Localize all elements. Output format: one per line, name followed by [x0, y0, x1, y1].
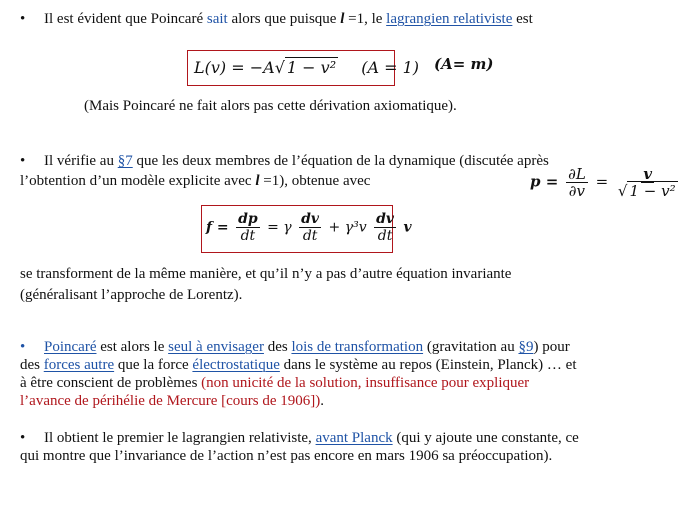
- paragraph-4-line-2: qui montre que l’invariance de l’action n’est pas encore en mars 1906 sa préoccupation).: [20, 448, 553, 464]
- equation-lagrangian: L(v) = −A√ 1 − v² (A = 1): [194, 58, 419, 77]
- highlight-poincare: Poincaré: [44, 339, 97, 355]
- paragraph-2-line-3: se transforment de la même manière, et qu’il n’y a pas d’autre équation invariante: [20, 266, 512, 282]
- paragraph-1-note: (Mais Poincaré ne fait alors pas cette dérivation axiomatique).: [84, 98, 457, 114]
- paragraph-1-line-1: [44, 10, 533, 28]
- eq-condition: (A = 1): [361, 58, 419, 77]
- text: Il vérifie au: [44, 153, 118, 169]
- highlight-forces: forces autre: [43, 357, 115, 373]
- highlight-electrostatique: électrostatique: [192, 357, 280, 373]
- text: est alors le: [96, 339, 169, 355]
- text: dans le système au repos (Einstein, Planck) … et: [279, 357, 577, 373]
- eq-f-d3: dt: [377, 228, 393, 244]
- eq-f-lhs: f =: [206, 219, 229, 236]
- text: alors que puisque: [227, 11, 341, 27]
- equation-box-force: [201, 205, 412, 253]
- eq-f-end: v: [403, 219, 412, 236]
- equation-note: (A= m): [434, 55, 494, 73]
- eq-f-n1: dp: [238, 211, 258, 227]
- text: que les deux membres de l’équation de la dynamique (discutée après: [132, 153, 549, 169]
- text: Il obtient le premier le lagrangien relativiste,: [44, 430, 316, 446]
- text: des: [20, 357, 44, 373]
- paragraph-3-line-4: [20, 392, 324, 410]
- text: Il est évident que Poincaré: [44, 11, 207, 27]
- paragraph-3-line-3: [20, 374, 529, 392]
- text: =1), obtenue avec: [259, 173, 371, 189]
- highlight-sait: sait: [206, 11, 228, 27]
- text: ) pour: [533, 339, 570, 355]
- highlight-mercure: l’avance de périhélie de Mercure [cours de 1906]): [20, 393, 321, 409]
- text: que la force: [114, 357, 193, 373]
- eq-lhs: L(v) = −A: [194, 58, 275, 77]
- text: l’obtention d’un modèle explicite avec: [20, 173, 256, 189]
- text: =1, le: [344, 11, 387, 27]
- text: des: [263, 339, 292, 355]
- paragraph-3-line-1: [44, 338, 570, 356]
- eq-f-n3: dv: [376, 211, 394, 227]
- paragraph-2-line-4: (généralisant l’approche de Lorentz).: [20, 287, 243, 303]
- text: à être conscient de problèmes: [20, 375, 202, 391]
- paragraph-2-line-2: [20, 172, 370, 190]
- paragraph-2-line-1: [44, 152, 549, 170]
- text: (qui y ajoute une constante, ce: [392, 430, 579, 446]
- variable-l: l: [255, 173, 260, 189]
- eq-sqrt: 1 − v²: [286, 58, 337, 77]
- highlight-avant-planck: avant Planck: [315, 430, 393, 446]
- eq-p-num2: v: [643, 165, 653, 183]
- link-section-7[interactable]: §7: [117, 153, 133, 169]
- eq-p-eq: =: [595, 172, 609, 191]
- text: (gravitation au: [423, 339, 519, 355]
- highlight-seul: seul à envisager: [168, 339, 264, 355]
- highlight-lagrangien: lagrangien relativiste: [386, 11, 513, 27]
- link-section-9[interactable]: §9: [518, 339, 534, 355]
- text: .: [320, 393, 325, 409]
- bullet-4: •: [20, 430, 26, 446]
- eq-f-eq: = γ: [267, 219, 292, 236]
- eq-f-d2: dt: [302, 228, 318, 244]
- eq-p-num1: ∂L: [568, 165, 586, 183]
- equation-force: [206, 211, 412, 244]
- text: est: [512, 11, 533, 27]
- equation-box-lagrangian: [187, 50, 419, 86]
- eq-p-den2: 1 − v²: [629, 182, 676, 200]
- variable-l: l: [340, 11, 345, 27]
- eq-f-plus: + γ³v: [328, 219, 367, 236]
- eq-p-lhs: p =: [530, 172, 559, 191]
- paragraph-4-line-1: [44, 429, 579, 447]
- eq-f-n2: dv: [301, 211, 320, 227]
- equation-momentum: p = $\frac{\partial L}{\partial v}$ = $\frac{v}{\text{√ 1 − v²}}$: [530, 165, 676, 200]
- bullet-3: •: [20, 339, 26, 355]
- eq-p-den1: ∂v: [568, 182, 586, 200]
- bullet-1: •: [20, 11, 26, 27]
- highlight-problems: (non unicité de la solution, insuffisance pour expliquer: [201, 375, 530, 391]
- bullet-2: •: [20, 153, 26, 169]
- paragraph-3-line-2: [20, 356, 577, 374]
- highlight-lois: lois de transformation: [291, 339, 424, 355]
- eq-f-d1: dt: [240, 228, 256, 244]
